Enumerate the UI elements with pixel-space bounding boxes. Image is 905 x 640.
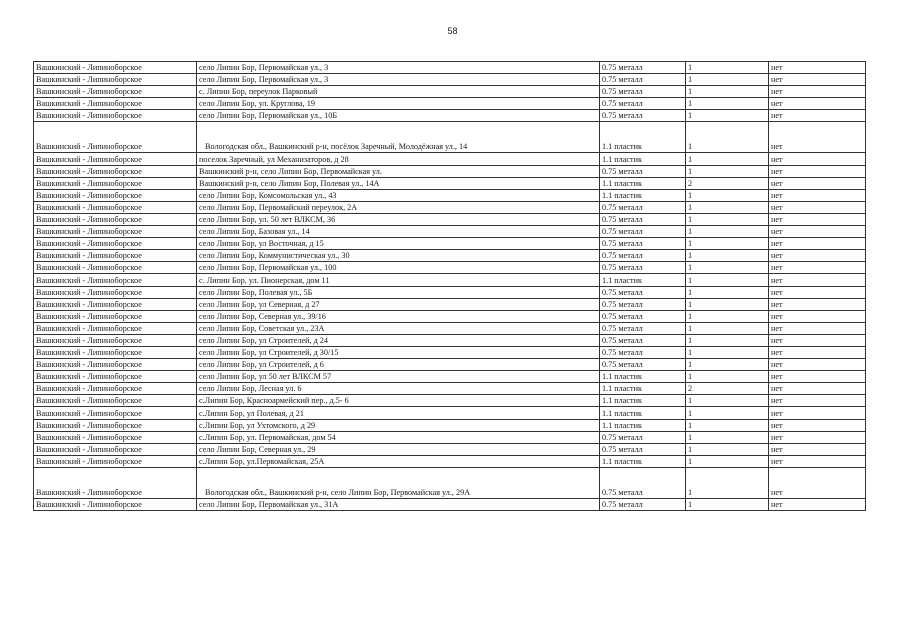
settlement-cell: Вашкинский - Липиноборское	[34, 74, 197, 86]
container-count-cell: 1	[686, 274, 769, 286]
container-type-cell: 0.75 металл	[600, 201, 686, 213]
flag-cell: нет	[769, 346, 866, 358]
container-count-cell: 1	[686, 286, 769, 298]
address-cell: село Липин Бор, Первомайская ул., 100	[197, 262, 600, 274]
container-type-cell: 0.75 металл	[600, 310, 686, 322]
flag-cell: нет	[769, 455, 866, 467]
address-cell: Вашкинский р-н, село Липин Бор, Полевая ул., 14А	[197, 177, 600, 189]
table-row	[34, 298, 866, 310]
flag-cell: нет	[769, 274, 866, 286]
container-type-cell: 0.75 металл	[600, 431, 686, 443]
flag-cell: нет	[769, 201, 866, 213]
flag-cell: нет	[769, 110, 866, 122]
flag-cell: нет	[769, 262, 866, 274]
container-type-cell: 1.1 пластик	[600, 371, 686, 383]
flag-cell: нет	[769, 383, 866, 395]
container-count-cell: 1	[686, 226, 769, 238]
flag-cell: нет	[769, 62, 866, 74]
table-row	[34, 213, 866, 225]
address-cell: село Липин Бор, Первомайская ул., 10Б	[197, 110, 600, 122]
table-row	[34, 431, 866, 443]
flag-cell: нет	[769, 122, 866, 153]
settlement-cell: Вашкинский - Липиноборское	[34, 334, 197, 346]
container-type-cell: 0.75 металл	[600, 298, 686, 310]
table-row	[34, 455, 866, 467]
container-count-cell: 1	[686, 189, 769, 201]
settlement-cell: Вашкинский - Липиноборское	[34, 322, 197, 334]
address-cell: село Липин Бор, Лесная ул. 6	[197, 383, 600, 395]
address-cell: село Липин Бор, ул. Круглова, 19	[197, 98, 600, 110]
table-row	[34, 250, 866, 262]
container-count-cell: 1	[686, 213, 769, 225]
container-count-cell: 1	[686, 359, 769, 371]
container-count-cell: 1	[686, 110, 769, 122]
flag-cell: нет	[769, 334, 866, 346]
container-count-cell: 1	[686, 74, 769, 86]
address-cell: с.Липин Бор, ул Полевая, д 21	[197, 407, 600, 419]
address-cell: село Липин Бор, Первомайский переулок, 2А	[197, 201, 600, 213]
container-type-cell: 0.75 металл	[600, 213, 686, 225]
container-type-cell: 0.75 металл	[600, 62, 686, 74]
address-cell: поселок Заречный, ул Механизаторов, д 28	[197, 153, 600, 165]
container-type-cell: 0.75 металл	[600, 322, 686, 334]
container-type-cell: 1.1 пластик	[600, 274, 686, 286]
container-type-cell: 0.75 металл	[600, 467, 686, 498]
container-count-cell: 1	[686, 322, 769, 334]
address-cell: село Липин Бор, ул Строителей, д 24	[197, 334, 600, 346]
flag-cell: нет	[769, 407, 866, 419]
address-cell: с.Липин Бор, ул.Первомайская, 25А	[197, 455, 600, 467]
settlement-cell: Вашкинский - Липиноборское	[34, 395, 197, 407]
address-cell: село Липин Бор, Северная ул., 39/16	[197, 310, 600, 322]
address-cell: село Липин Бор, Первомайская ул., 31А	[197, 498, 600, 510]
address-cell: село Липин Бор, Базовая ул., 14	[197, 226, 600, 238]
container-count-cell: 1	[686, 153, 769, 165]
flag-cell: нет	[769, 250, 866, 262]
container-count-cell: 1	[686, 407, 769, 419]
flag-cell: нет	[769, 153, 866, 165]
container-count-cell: 1	[686, 443, 769, 455]
address-cell: село Липин Бор, Северная ул., 29	[197, 443, 600, 455]
container-type-cell: 1.1 пластик	[600, 153, 686, 165]
settlement-cell: Вашкинский - Липиноборское	[34, 498, 197, 510]
flag-cell: нет	[769, 498, 866, 510]
container-type-cell: 1.1 пластик	[600, 455, 686, 467]
flag-cell: нет	[769, 189, 866, 201]
table-row	[34, 322, 866, 334]
settlement-cell: Вашкинский - Липиноборское	[34, 359, 197, 371]
flag-cell: нет	[769, 310, 866, 322]
table-row	[34, 189, 866, 201]
container-count-cell: 1	[686, 250, 769, 262]
container-type-cell: 1.1 пластик	[600, 419, 686, 431]
table-row	[34, 122, 866, 153]
flag-cell: нет	[769, 74, 866, 86]
settlement-cell: Вашкинский - Липиноборское	[34, 262, 197, 274]
flag-cell: нет	[769, 98, 866, 110]
table-row	[34, 310, 866, 322]
container-count-cell: 1	[686, 419, 769, 431]
container-count-cell: 1	[686, 498, 769, 510]
container-count-cell: 1	[686, 455, 769, 467]
container-type-cell: 0.75 металл	[600, 346, 686, 358]
container-count-cell: 2	[686, 177, 769, 189]
address-cell: село Липин Бор, Комсомольская ул., 43	[197, 189, 600, 201]
flag-cell: нет	[769, 431, 866, 443]
table-row	[34, 334, 866, 346]
page-number: 58	[447, 26, 458, 36]
container-type-cell: 0.75 металл	[600, 498, 686, 510]
settlement-cell: Вашкинский - Липиноборское	[34, 371, 197, 383]
address-cell: село Липин Бор, ул 50 лет ВЛКСМ 57	[197, 371, 600, 383]
container-count-cell: 1	[686, 238, 769, 250]
settlement-cell: Вашкинский - Липиноборское	[34, 467, 197, 498]
address-cell: с. Липин Бор, переулок Парковый	[197, 86, 600, 98]
address-cell: село Липин Бор, ул. 50 лет ВЛКСМ, 36	[197, 213, 600, 225]
settlement-cell: Вашкинский - Липиноборское	[34, 177, 197, 189]
address-cell: с.Липин Бор, ул Ухтомского, д 29	[197, 419, 600, 431]
address-cell: село Липин Бор, ул Северная, д 27	[197, 298, 600, 310]
container-count-cell: 1	[686, 431, 769, 443]
settlement-cell: Вашкинский - Липиноборское	[34, 110, 197, 122]
table-row	[34, 346, 866, 358]
address-cell: село Липин Бор, Советская ул., 23А	[197, 322, 600, 334]
container-type-cell: 0.75 металл	[600, 86, 686, 98]
container-type-cell: 0.75 металл	[600, 286, 686, 298]
settlement-cell: Вашкинский - Липиноборское	[34, 455, 197, 467]
container-sites-table	[33, 61, 866, 511]
container-count-cell: 1	[686, 298, 769, 310]
container-count-cell: 1	[686, 98, 769, 110]
settlement-cell: Вашкинский - Липиноборское	[34, 153, 197, 165]
flag-cell: нет	[769, 298, 866, 310]
settlement-cell: Вашкинский - Липиноборское	[34, 419, 197, 431]
container-count-cell: 1	[686, 86, 769, 98]
address-cell: село Липин Бор, ул Восточная, д 15	[197, 238, 600, 250]
settlement-cell: Вашкинский - Липиноборское	[34, 250, 197, 262]
flag-cell: нет	[769, 226, 866, 238]
flag-cell: нет	[769, 371, 866, 383]
settlement-cell: Вашкинский - Липиноборское	[34, 431, 197, 443]
settlement-cell: Вашкинский - Липиноборское	[34, 443, 197, 455]
container-count-cell: 2	[686, 383, 769, 395]
container-count-cell: 1	[686, 310, 769, 322]
table-row	[34, 177, 866, 189]
table-row	[34, 407, 866, 419]
settlement-cell: Вашкинский - Липиноборское	[34, 122, 197, 153]
container-type-cell: 1.1 пластик	[600, 395, 686, 407]
container-count-cell: 1	[686, 122, 769, 153]
address-cell: село Липин Бор, Коммунистическая ул., 30	[197, 250, 600, 262]
settlement-cell: Вашкинский - Липиноборское	[34, 226, 197, 238]
table-row	[34, 74, 866, 86]
container-type-cell: 0.75 металл	[600, 226, 686, 238]
settlement-cell: Вашкинский - Липиноборское	[34, 298, 197, 310]
container-type-cell: 0.75 металл	[600, 262, 686, 274]
settlement-cell: Вашкинский - Липиноборское	[34, 286, 197, 298]
address-cell: село Липин Бор, ул Строителей, д 30/15	[197, 346, 600, 358]
address-cell: село Липин Бор, ул Строителей, д 6	[197, 359, 600, 371]
table-row	[34, 395, 866, 407]
table-row	[34, 467, 866, 498]
flag-cell: нет	[769, 86, 866, 98]
container-type-cell: 0.75 металл	[600, 74, 686, 86]
container-type-cell: 0.75 металл	[600, 334, 686, 346]
container-type-cell: 0.75 металл	[600, 98, 686, 110]
settlement-cell: Вашкинский - Липиноборское	[34, 310, 197, 322]
container-count-cell: 1	[686, 334, 769, 346]
container-type-cell: 1.1 пластик	[600, 407, 686, 419]
address-cell: село Липин Бор, Первомайская ул., 3	[197, 74, 600, 86]
table-row	[34, 98, 866, 110]
flag-cell: нет	[769, 467, 866, 498]
settlement-cell: Вашкинский - Липиноборское	[34, 189, 197, 201]
container-count-cell: 1	[686, 262, 769, 274]
flag-cell: нет	[769, 395, 866, 407]
container-count-cell: 1	[686, 467, 769, 498]
container-count-cell: 1	[686, 201, 769, 213]
table-row	[34, 498, 866, 510]
container-count-cell: 1	[686, 62, 769, 74]
settlement-cell: Вашкинский - Липиноборское	[34, 98, 197, 110]
flag-cell: нет	[769, 322, 866, 334]
settlement-cell: Вашкинский - Липиноборское	[34, 238, 197, 250]
flag-cell: нет	[769, 165, 866, 177]
table-row	[34, 443, 866, 455]
settlement-cell: Вашкинский - Липиноборское	[34, 62, 197, 74]
table-row	[34, 383, 866, 395]
flag-cell: нет	[769, 359, 866, 371]
container-type-cell: 0.75 металл	[600, 110, 686, 122]
address-cell: село Липин Бор, Первомайская ул., 3	[197, 62, 600, 74]
container-type-cell: 0.75 металл	[600, 250, 686, 262]
container-type-cell: 0.75 металл	[600, 238, 686, 250]
table-row	[34, 165, 866, 177]
settlement-cell: Вашкинский - Липиноборское	[34, 201, 197, 213]
settlement-cell: Вашкинский - Липиноборское	[34, 383, 197, 395]
container-type-cell: 1.1 пластик	[600, 383, 686, 395]
address-cell: с. Липин Бор, ул. Пионерская, дом 11	[197, 274, 600, 286]
table-row	[34, 419, 866, 431]
table-row	[34, 371, 866, 383]
flag-cell: нет	[769, 213, 866, 225]
settlement-cell: Вашкинский - Липиноборское	[34, 346, 197, 358]
flag-cell: нет	[769, 238, 866, 250]
address-cell: с.Липин Бор, ул. Первомайская, дом 54	[197, 431, 600, 443]
address-cell: Вологодская обл., Вашкинский р-н, посёлок Заречный, Молодёжная ул., 14	[197, 122, 600, 153]
settlement-cell: Вашкинский - Липиноборское	[34, 86, 197, 98]
container-count-cell: 1	[686, 371, 769, 383]
table-row	[34, 153, 866, 165]
settlement-cell: Вашкинский - Липиноборское	[34, 274, 197, 286]
container-count-cell: 1	[686, 395, 769, 407]
container-count-cell: 1	[686, 346, 769, 358]
flag-cell: нет	[769, 443, 866, 455]
address-cell: Вашкинский р-н, село Липин Бор, Первомайская ул.	[197, 165, 600, 177]
table-row	[34, 226, 866, 238]
address-cell: Вологодская обл., Вашкинский р-н, село Липин Бор, Первомайская ул., 29А	[197, 467, 600, 498]
container-type-cell: 1.1 пластик	[600, 122, 686, 153]
table-row	[34, 86, 866, 98]
container-type-cell: 0.75 металл	[600, 165, 686, 177]
container-type-cell: 0.75 металл	[600, 443, 686, 455]
container-type-cell: 1.1 пластик	[600, 177, 686, 189]
settlement-cell: Вашкинский - Липиноборское	[34, 407, 197, 419]
table-row	[34, 286, 866, 298]
table-row	[34, 359, 866, 371]
table-row	[34, 274, 866, 286]
table-row	[34, 238, 866, 250]
table-row	[34, 201, 866, 213]
table-row	[34, 110, 866, 122]
container-type-cell: 0.75 металл	[600, 359, 686, 371]
address-cell: село Липин Бор, Полевая ул., 5Б	[197, 286, 600, 298]
container-count-cell: 1	[686, 165, 769, 177]
table-row	[34, 262, 866, 274]
flag-cell: нет	[769, 419, 866, 431]
address-cell: с.Липин Бор, Красноармейский пер., д.5- 6	[197, 395, 600, 407]
flag-cell: нет	[769, 177, 866, 189]
flag-cell: нет	[769, 286, 866, 298]
settlement-cell: Вашкинский - Липиноборское	[34, 213, 197, 225]
table-row	[34, 62, 866, 74]
container-type-cell: 1.1 пластик	[600, 189, 686, 201]
settlement-cell: Вашкинский - Липиноборское	[34, 165, 197, 177]
